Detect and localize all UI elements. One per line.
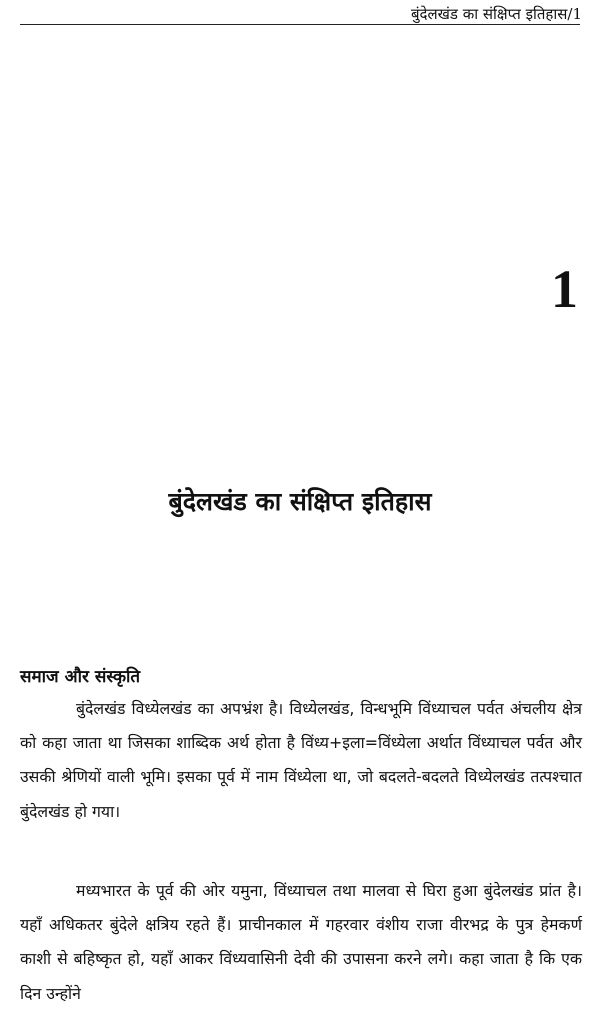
chapter-title: बुंदेलखंड का संक्षिप्त इतिहास	[168, 487, 432, 516]
paragraph-1	[20, 692, 582, 829]
paragraph-text: बुंदेलखंड विध्येलखंड का अपभ्रंश है। विध्येलखंड, विन्धभूमि विंध्याचल पर्वत अंचलीय क्षेत्र को कहा जाता था जिसका शाब्दिक अर्थ होता है विंध्य+इला=विंध्येला अर्थात विंध्याचल पर्वत और उसकी श्रेणियों वाली भूमि। इसका पूर्व में नाम विंध्येला था, जो बदलते-बदलते विध्येलखंड तत्पश्चात बुंदेलखंड हो गया।	[20, 699, 582, 821]
paragraph-text: मध्यभारत के पूर्व की ओर यमुना, विंध्याचल तथा मालवा से घिरा हुआ बुंदेलखंड प्रांत है। यहाँ अधिकतर बुंदेले क्षत्रिय रहते हैं। प्राचीनकाल में गहरवार वंशीय राजा वीरभद्र के पुत्र हेमकर्ण काशी से बहिष्कृत हो, यहाँ आकर विंध्यवासिनी देवी की उपासना करने लगे। कहा जाता है कि एक दिन उन्होंने	[20, 881, 582, 1003]
running-header: बुंदेलखंड का संक्षिप्त इतिहास/1	[410, 5, 582, 23]
chapter-number: 1	[551, 259, 578, 319]
section-heading: समाज और संस्कृति	[20, 667, 141, 687]
header-rule	[20, 24, 580, 25]
paragraph-2	[20, 874, 582, 1011]
